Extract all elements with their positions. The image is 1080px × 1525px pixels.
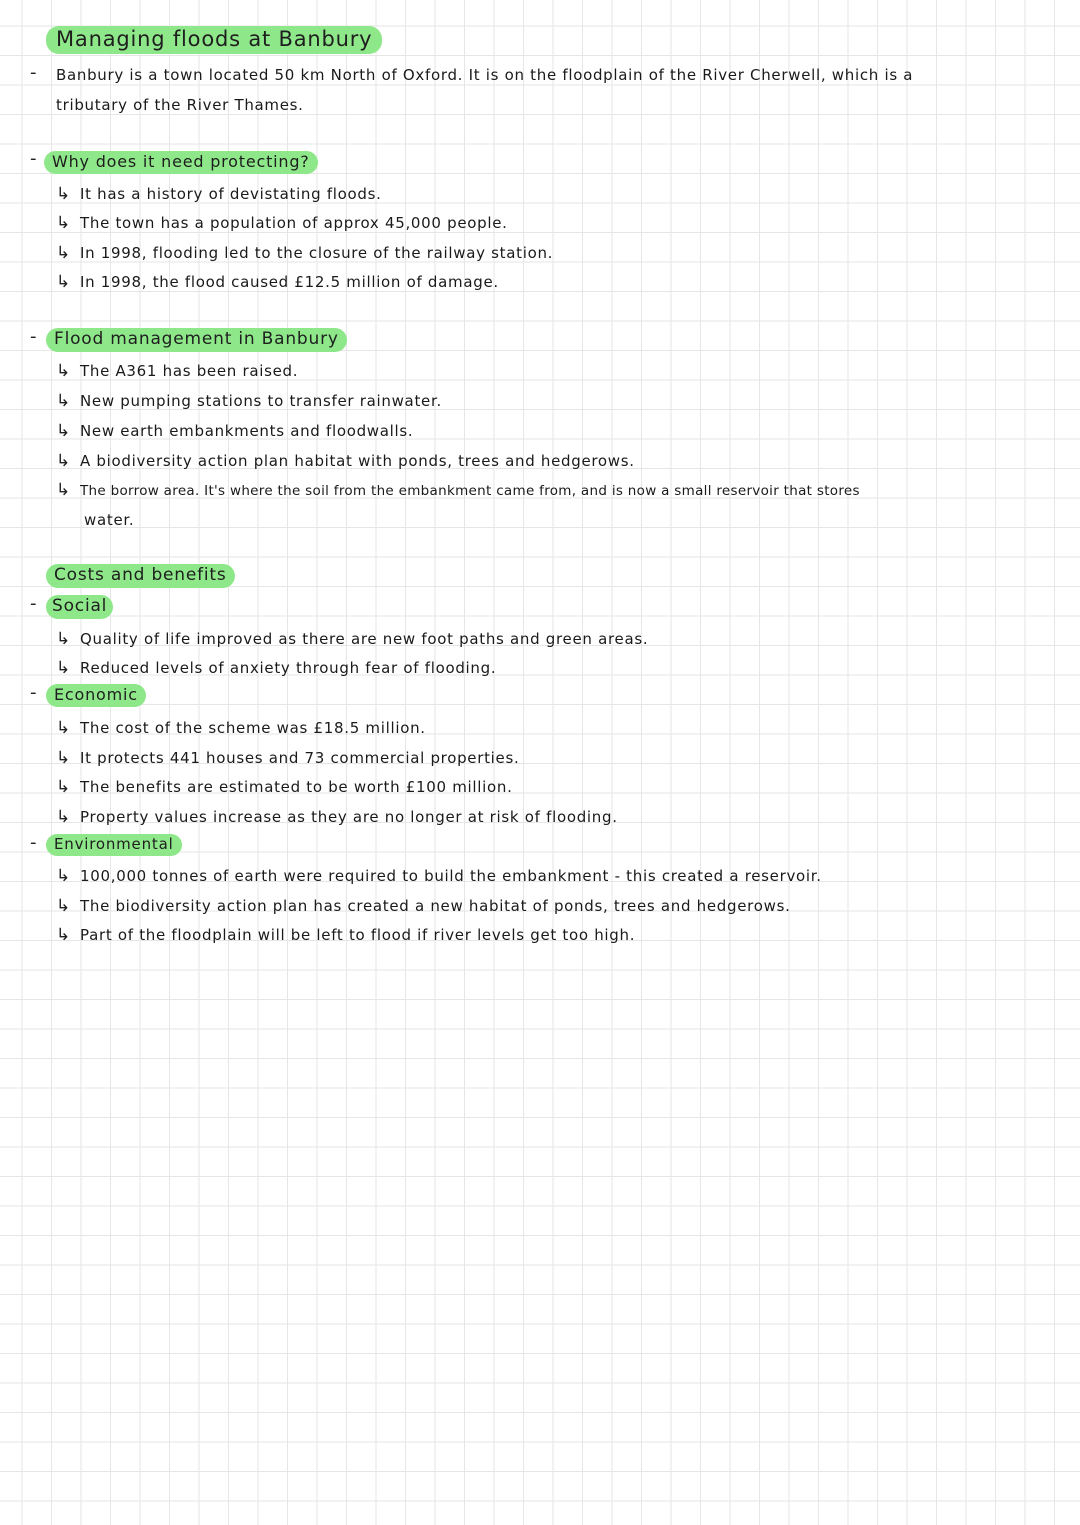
- arrow-icon: ↳: [56, 243, 71, 263]
- why-point: ↳ In 1998, the flood caused £12.5 million of damage.: [56, 272, 499, 292]
- arrow-icon: ↳: [56, 391, 71, 411]
- intro-line-1: Banbury is a town located 50 km North of Oxford. It is on the floodplain of the River Cherwell, which is a: [56, 66, 914, 84]
- management-heading: Flood management in Banbury: [46, 328, 347, 352]
- environmental-heading: Environmental: [46, 834, 182, 856]
- economic-point: ↳ Property values increase as they are no longer at risk of flooding.: [56, 807, 618, 827]
- management-point: ↳ A biodiversity action plan habitat with ponds, trees and hedgerows.: [56, 451, 635, 471]
- dash-icon: -: [30, 62, 37, 83]
- costs-heading: Costs and benefits: [46, 564, 235, 588]
- economic-point: ↳ It protects 441 houses and 73 commercial properties.: [56, 748, 520, 768]
- arrow-icon: ↳: [56, 718, 71, 738]
- management-continuation: water.: [84, 511, 135, 529]
- page-title: Managing floods at Banbury: [46, 26, 382, 54]
- dash-icon: -: [30, 832, 37, 853]
- arrow-icon: ↳: [56, 213, 71, 233]
- economic-heading: Economic: [46, 684, 146, 707]
- arrow-icon: ↳: [56, 629, 71, 649]
- social-point: ↳ Quality of life improved as there are new foot paths and green areas.: [56, 629, 649, 649]
- environmental-point: ↳ The biodiversity action plan has created a new habitat of ponds, trees and hedgerows.: [56, 896, 791, 916]
- arrow-icon: ↳: [56, 658, 71, 678]
- dash-icon: -: [30, 593, 37, 614]
- arrow-icon: ↳: [56, 925, 71, 945]
- dash-icon: -: [30, 148, 37, 169]
- arrow-icon: ↳: [56, 421, 71, 441]
- arrow-icon: ↳: [56, 896, 71, 916]
- environmental-point: ↳ 100,000 tonnes of earth were required to build the embankment - this created a reservoir.: [56, 866, 822, 886]
- arrow-icon: ↳: [56, 184, 71, 204]
- arrow-icon: ↳: [56, 777, 71, 797]
- arrow-icon: ↳: [56, 480, 71, 500]
- management-point: ↳ New earth embankments and floodwalls.: [56, 421, 414, 441]
- social-heading: Social: [46, 595, 113, 619]
- why-point: ↳ The town has a population of approx 45,000 people.: [56, 213, 508, 233]
- why-heading: Why does it need protecting?: [44, 151, 318, 174]
- why-point: ↳ In 1998, flooding led to the closure of the railway station.: [56, 243, 554, 263]
- economic-point: ↳ The cost of the scheme was £18.5 million.: [56, 718, 426, 738]
- intro-line-2: tributary of the River Thames.: [56, 96, 304, 114]
- environmental-point: ↳ Part of the floodplain will be left to flood if river levels get too high.: [56, 925, 636, 945]
- dash-icon: -: [30, 326, 37, 347]
- management-point: ↳ The A361 has been raised.: [56, 361, 299, 381]
- arrow-icon: ↳: [56, 748, 71, 768]
- economic-point: ↳ The benefits are estimated to be worth £100 million.: [56, 777, 513, 797]
- management-point: ↳ New pumping stations to transfer rainwater.: [56, 391, 442, 411]
- management-point: ↳ The borrow area. It's where the soil from the embankment came from, and is now a small reservoir that stores: [56, 480, 860, 500]
- arrow-icon: ↳: [56, 361, 71, 381]
- arrow-icon: ↳: [56, 807, 71, 827]
- arrow-icon: ↳: [56, 866, 71, 886]
- social-point: ↳ Reduced levels of anxiety through fear of flooding.: [56, 658, 497, 678]
- dash-icon: -: [30, 682, 37, 703]
- arrow-icon: ↳: [56, 272, 71, 292]
- why-point: ↳ It has a history of devistating floods.: [56, 184, 382, 204]
- arrow-icon: ↳: [56, 451, 71, 471]
